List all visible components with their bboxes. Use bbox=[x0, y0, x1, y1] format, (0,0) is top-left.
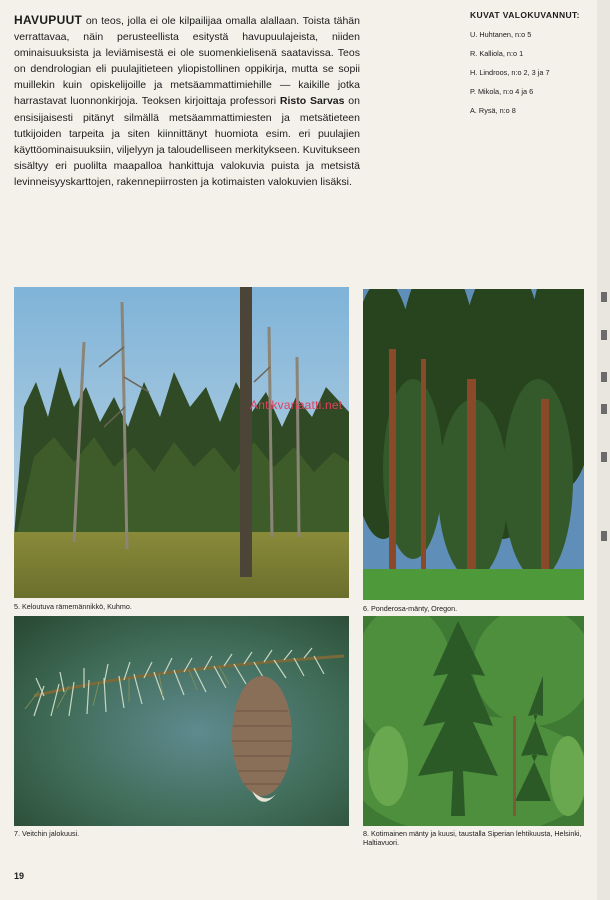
watermark: Antikvariaatti.net bbox=[250, 398, 343, 412]
photo-credits bbox=[470, 10, 598, 115]
edge-mark bbox=[601, 531, 607, 541]
photo-ponderosa bbox=[363, 289, 584, 600]
photo-veitch-fir bbox=[14, 616, 349, 826]
book-title: HAVUPUUT bbox=[14, 13, 83, 27]
credit-row: U. Huhtanen, n:o 5 bbox=[470, 30, 532, 39]
edge-mark bbox=[601, 330, 607, 340]
photo-pine-spruce bbox=[363, 616, 584, 826]
credit-row: A. Rysä, n:o 8 bbox=[470, 106, 516, 115]
credit-row: R. Kalliola, n:o 1 bbox=[470, 49, 524, 58]
credits-heading: KUVAT VALOKUVANNUT: bbox=[470, 10, 580, 20]
edge-mark bbox=[601, 372, 607, 382]
caption-photo-5: 5. Keloutuva rämemännikkö, Kuhmo. bbox=[14, 602, 132, 611]
edge-mark bbox=[601, 452, 607, 462]
credit-row: P. Mikola, n:o 4 ja 6 bbox=[470, 87, 534, 96]
intro-text-2: on ensisijaisesti pitänyt silmällä metsäammattimiesten ja metsätieteen tutkijoiden tarpeita ja siten kiinnittänyt huomiota esim. eri puulajien käyttöominaisuuksiin, viljelyyn ja taloudelliseen merkitykseen. Kuvitukseen sisältyy eri puolilta maapalloa hankittuja valokuvia puista ja metsistä levinneisyyskarttojen, rakennepiirrosten ja kotimaisten valokuvien lisäksi. bbox=[14, 95, 360, 188]
author-name: Risto Sarvas bbox=[279, 95, 345, 108]
caption-photo-7: 7. Veitchin jalokuusi. bbox=[14, 829, 80, 838]
page-number: 19 bbox=[14, 871, 25, 881]
page-edge bbox=[597, 0, 610, 900]
intro-paragraph bbox=[14, 12, 360, 190]
edge-mark bbox=[601, 404, 607, 414]
intro-text-1: on teos, jolla ei ole kilpailijaa omalla alallaan. Toista tähän verrattavaa, näin perusteellista esitystä havupuulajeista, niiden ominaisuuksista ja leviämisestä ei ole suomenkielisenä saatavissa. Teos on dendrologian eli puulajitieteen yliopistollinen oppikirja, mutta se sopii muillekin kuin opiskelijoille ja metsäammattimiehille — kaikille jotka harrastavat luonnonkirjoja. Teoksen kirjoittaja professori bbox=[14, 15, 360, 108]
edge-mark bbox=[601, 292, 607, 302]
photo-pine-bog bbox=[14, 287, 349, 598]
caption-photo-6: 6. Ponderosa-mänty, Oregon. bbox=[363, 604, 458, 613]
credit-row: H. Lindroos, n:o 2, 3 ja 7 bbox=[470, 68, 550, 77]
caption-photo-8: 8. Kotimainen mänty ja kuusi, taustalla Siperian lehtikuusta, Helsinki, Haltiavuori. bbox=[363, 829, 582, 847]
